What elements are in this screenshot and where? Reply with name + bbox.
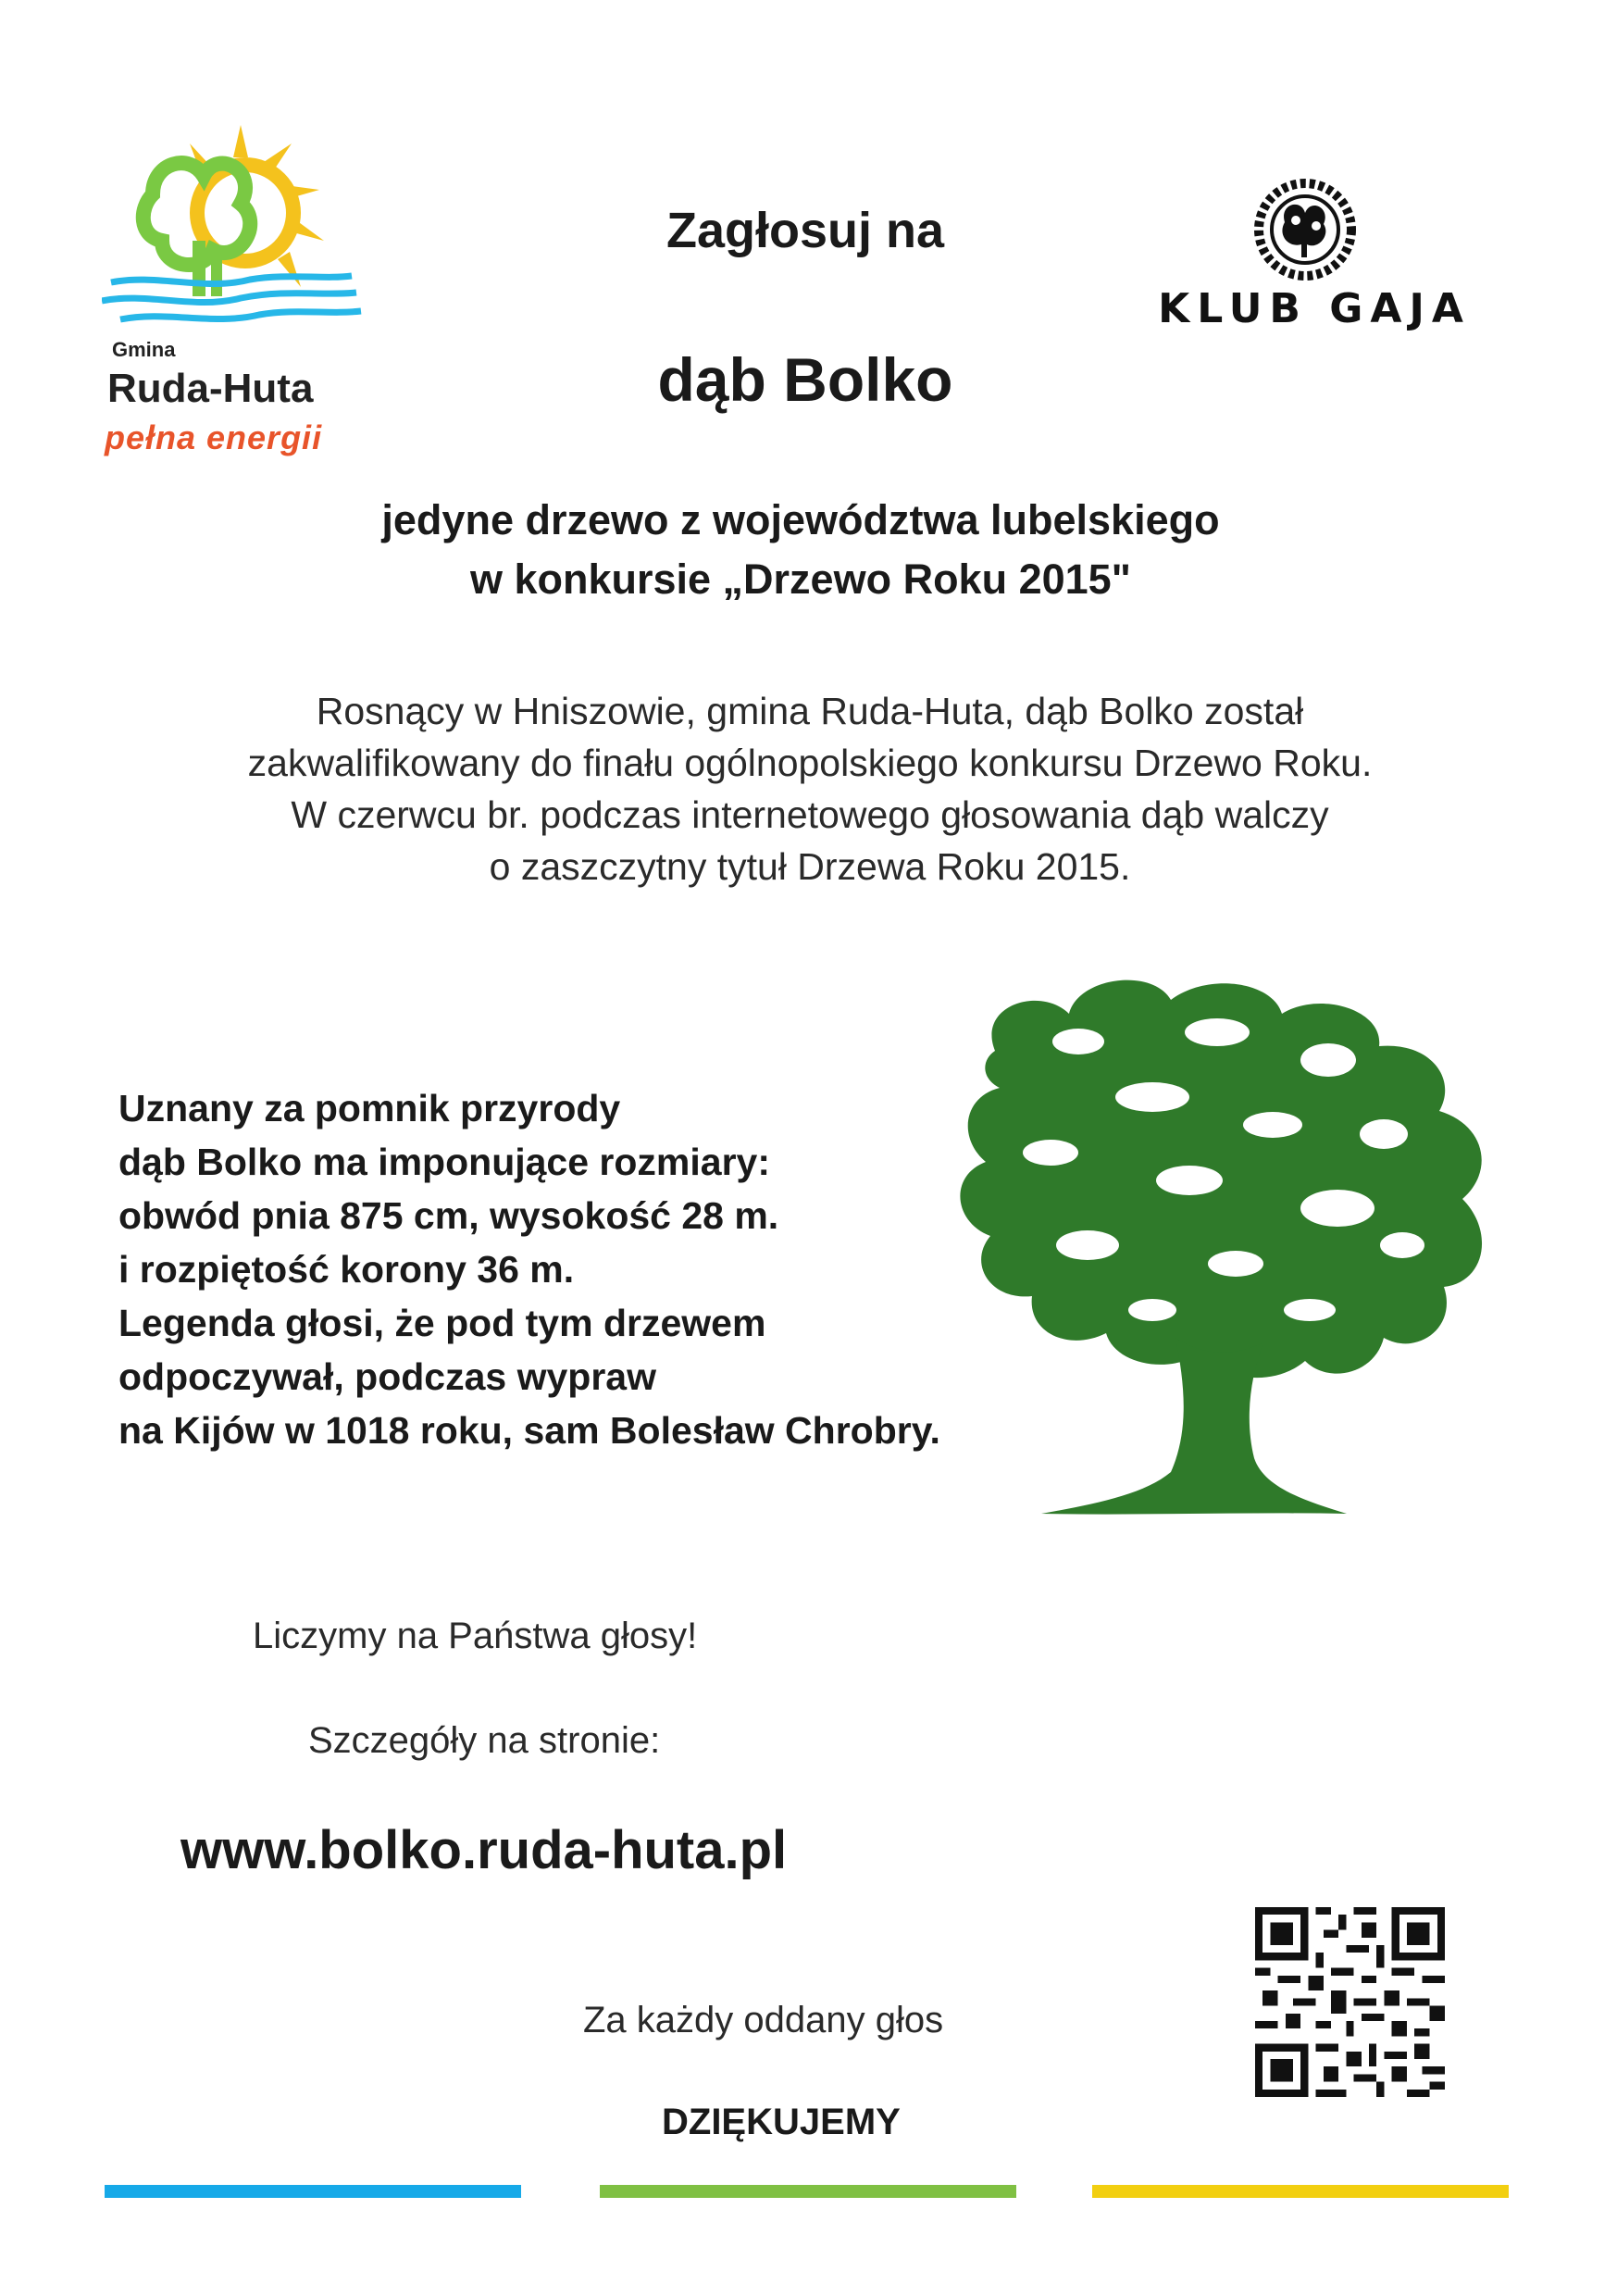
description-line-4: o zaszczytny tytuł Drzewa Roku 2015. [489,845,1131,888]
sun-tree-logo-icon [102,120,379,333]
subtitle-line-1: jedyne drzewo z województwa lubelskiego [381,496,1220,543]
stripe-green-divider [600,2185,1016,2198]
gmina-label: Gmina [112,338,176,361]
facts-line-2: dąb Bolko ma imponujące rozmiary: [118,1141,770,1183]
qr-code-icon [1255,1907,1445,2097]
subtitle-line-2: w konkursie „Drzewo Roku 2015" [469,555,1132,603]
subtitle [185,491,1416,609]
details-label: Szczegóły na stronie: [308,1720,661,1761]
thanks-text: DZIĘKUJEMY [662,2102,901,2142]
stripe-yellow-divider [1092,2185,1509,2198]
vote-appeal: Liczymy na Państwa głosy! [253,1616,698,1656]
qr-code[interactable] [1255,1907,1445,2097]
facts-line-6: odpoczywał, podczas wypraw [118,1355,656,1398]
description-paragraph [83,685,1536,892]
stripe-blue-divider [105,2185,521,2198]
gmina-name: Ruda-Huta [107,366,314,411]
gmina-slogan: pełna energii [105,418,323,456]
facts-paragraph [118,1081,1164,1457]
facts-line-3: obwód pnia 875 cm, wysokość 28 m. [118,1194,779,1237]
headline-line-2: dąb Bolko [657,345,953,414]
klub-gaja-emblem-icon [1111,176,1499,287]
description-line-3: W czerwcu br. podczas internetowego głosowania dąb walczy [291,793,1329,836]
description-line-2: zakwalifikowany do finału ogólnopolskiego konkursu Drzewo Roku. [247,742,1373,784]
vote-thanks-text: Za każdy oddany głos [583,2000,944,2040]
facts-line-5: Legenda głosi, że pod tym drzewem [118,1302,766,1344]
facts-line-7: na Kijów w 1018 roku, sam Bolesław Chrobry. [118,1409,940,1452]
facts-line-4: i rozpiętość korony 36 m. [118,1248,575,1291]
facts-line-1: Uznany za pomnik przyrody [118,1087,621,1129]
klub-gaja-name: KLUB GAJA [1158,285,1471,332]
website-link[interactable]: www.bolko.ruda-huta.pl [180,1820,788,1880]
headline-line-1: Zagłosuj na [665,203,945,258]
description-line-1: Rosnący w Hniszowie, gmina Ruda-Huta, dąb Bolko został [316,690,1304,732]
